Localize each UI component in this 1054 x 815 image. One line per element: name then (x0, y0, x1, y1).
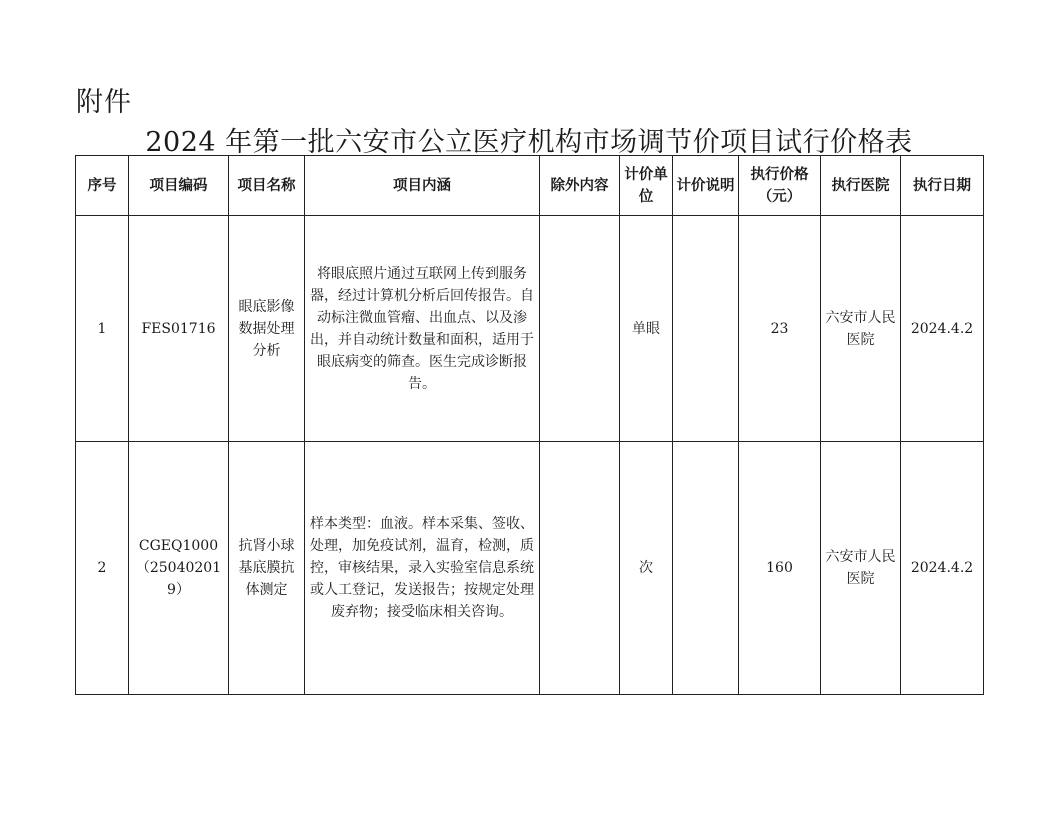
cell-name: 眼底影像数据处理分析 (229, 216, 305, 442)
header-unit: 计价单位 (620, 156, 673, 216)
price-table (75, 155, 984, 695)
page-title: 2024 年第一批六安市公立医疗机构市场调节价项目试行价格表 (145, 127, 913, 158)
header-row (76, 156, 984, 216)
cell-excluded (540, 216, 620, 442)
cell-price: 160 (739, 442, 821, 695)
header-hospital: 执行医院 (821, 156, 901, 216)
header-excluded: 除外内容 (540, 156, 620, 216)
cell-code: CGEQ1000（250402019） (129, 442, 229, 695)
cell-seq: 1 (76, 216, 129, 442)
cell-code: FES01716 (129, 216, 229, 442)
cell-hospital: 六安市人民医院 (821, 442, 901, 695)
header-date: 执行日期 (901, 156, 984, 216)
cell-note (673, 216, 739, 442)
cell-date: 2024.4.2 (901, 442, 984, 695)
cell-unit: 单眼 (620, 216, 673, 442)
table-row (76, 216, 984, 442)
attachment-label: 附件 (76, 87, 132, 118)
cell-unit: 次 (620, 442, 673, 695)
header-seq: 序号 (76, 156, 129, 216)
cell-content: 样本类型：血液。样本采集、签收、处理，加免疫试剂，温育，检测，质控，审核结果，录入实验室信息系统或人工登记，发送报告；按规定处理废弃物；接受临床相关咨询。 (305, 442, 540, 695)
cell-name: 抗肾小球基底膜抗体测定 (229, 442, 305, 695)
cell-hospital: 六安市人民医院 (821, 216, 901, 442)
cell-note (673, 442, 739, 695)
cell-content: 将眼底照片通过互联网上传到服务器，经过计算机分析后回传报告。自动标注微血管瘤、出血点、以及渗出，并自动统计数量和面积，适用于眼底病变的筛查。医生完成诊断报告。 (305, 216, 540, 442)
header-content: 项目内涵 (305, 156, 540, 216)
cell-seq: 2 (76, 442, 129, 695)
header-code: 项目编码 (129, 156, 229, 216)
header-note: 计价说明 (673, 156, 739, 216)
cell-price: 23 (739, 216, 821, 442)
table-row (76, 442, 984, 695)
cell-date: 2024.4.2 (901, 216, 984, 442)
header-name: 项目名称 (229, 156, 305, 216)
header-price: 执行价格（元） (739, 156, 821, 216)
cell-excluded (540, 442, 620, 695)
